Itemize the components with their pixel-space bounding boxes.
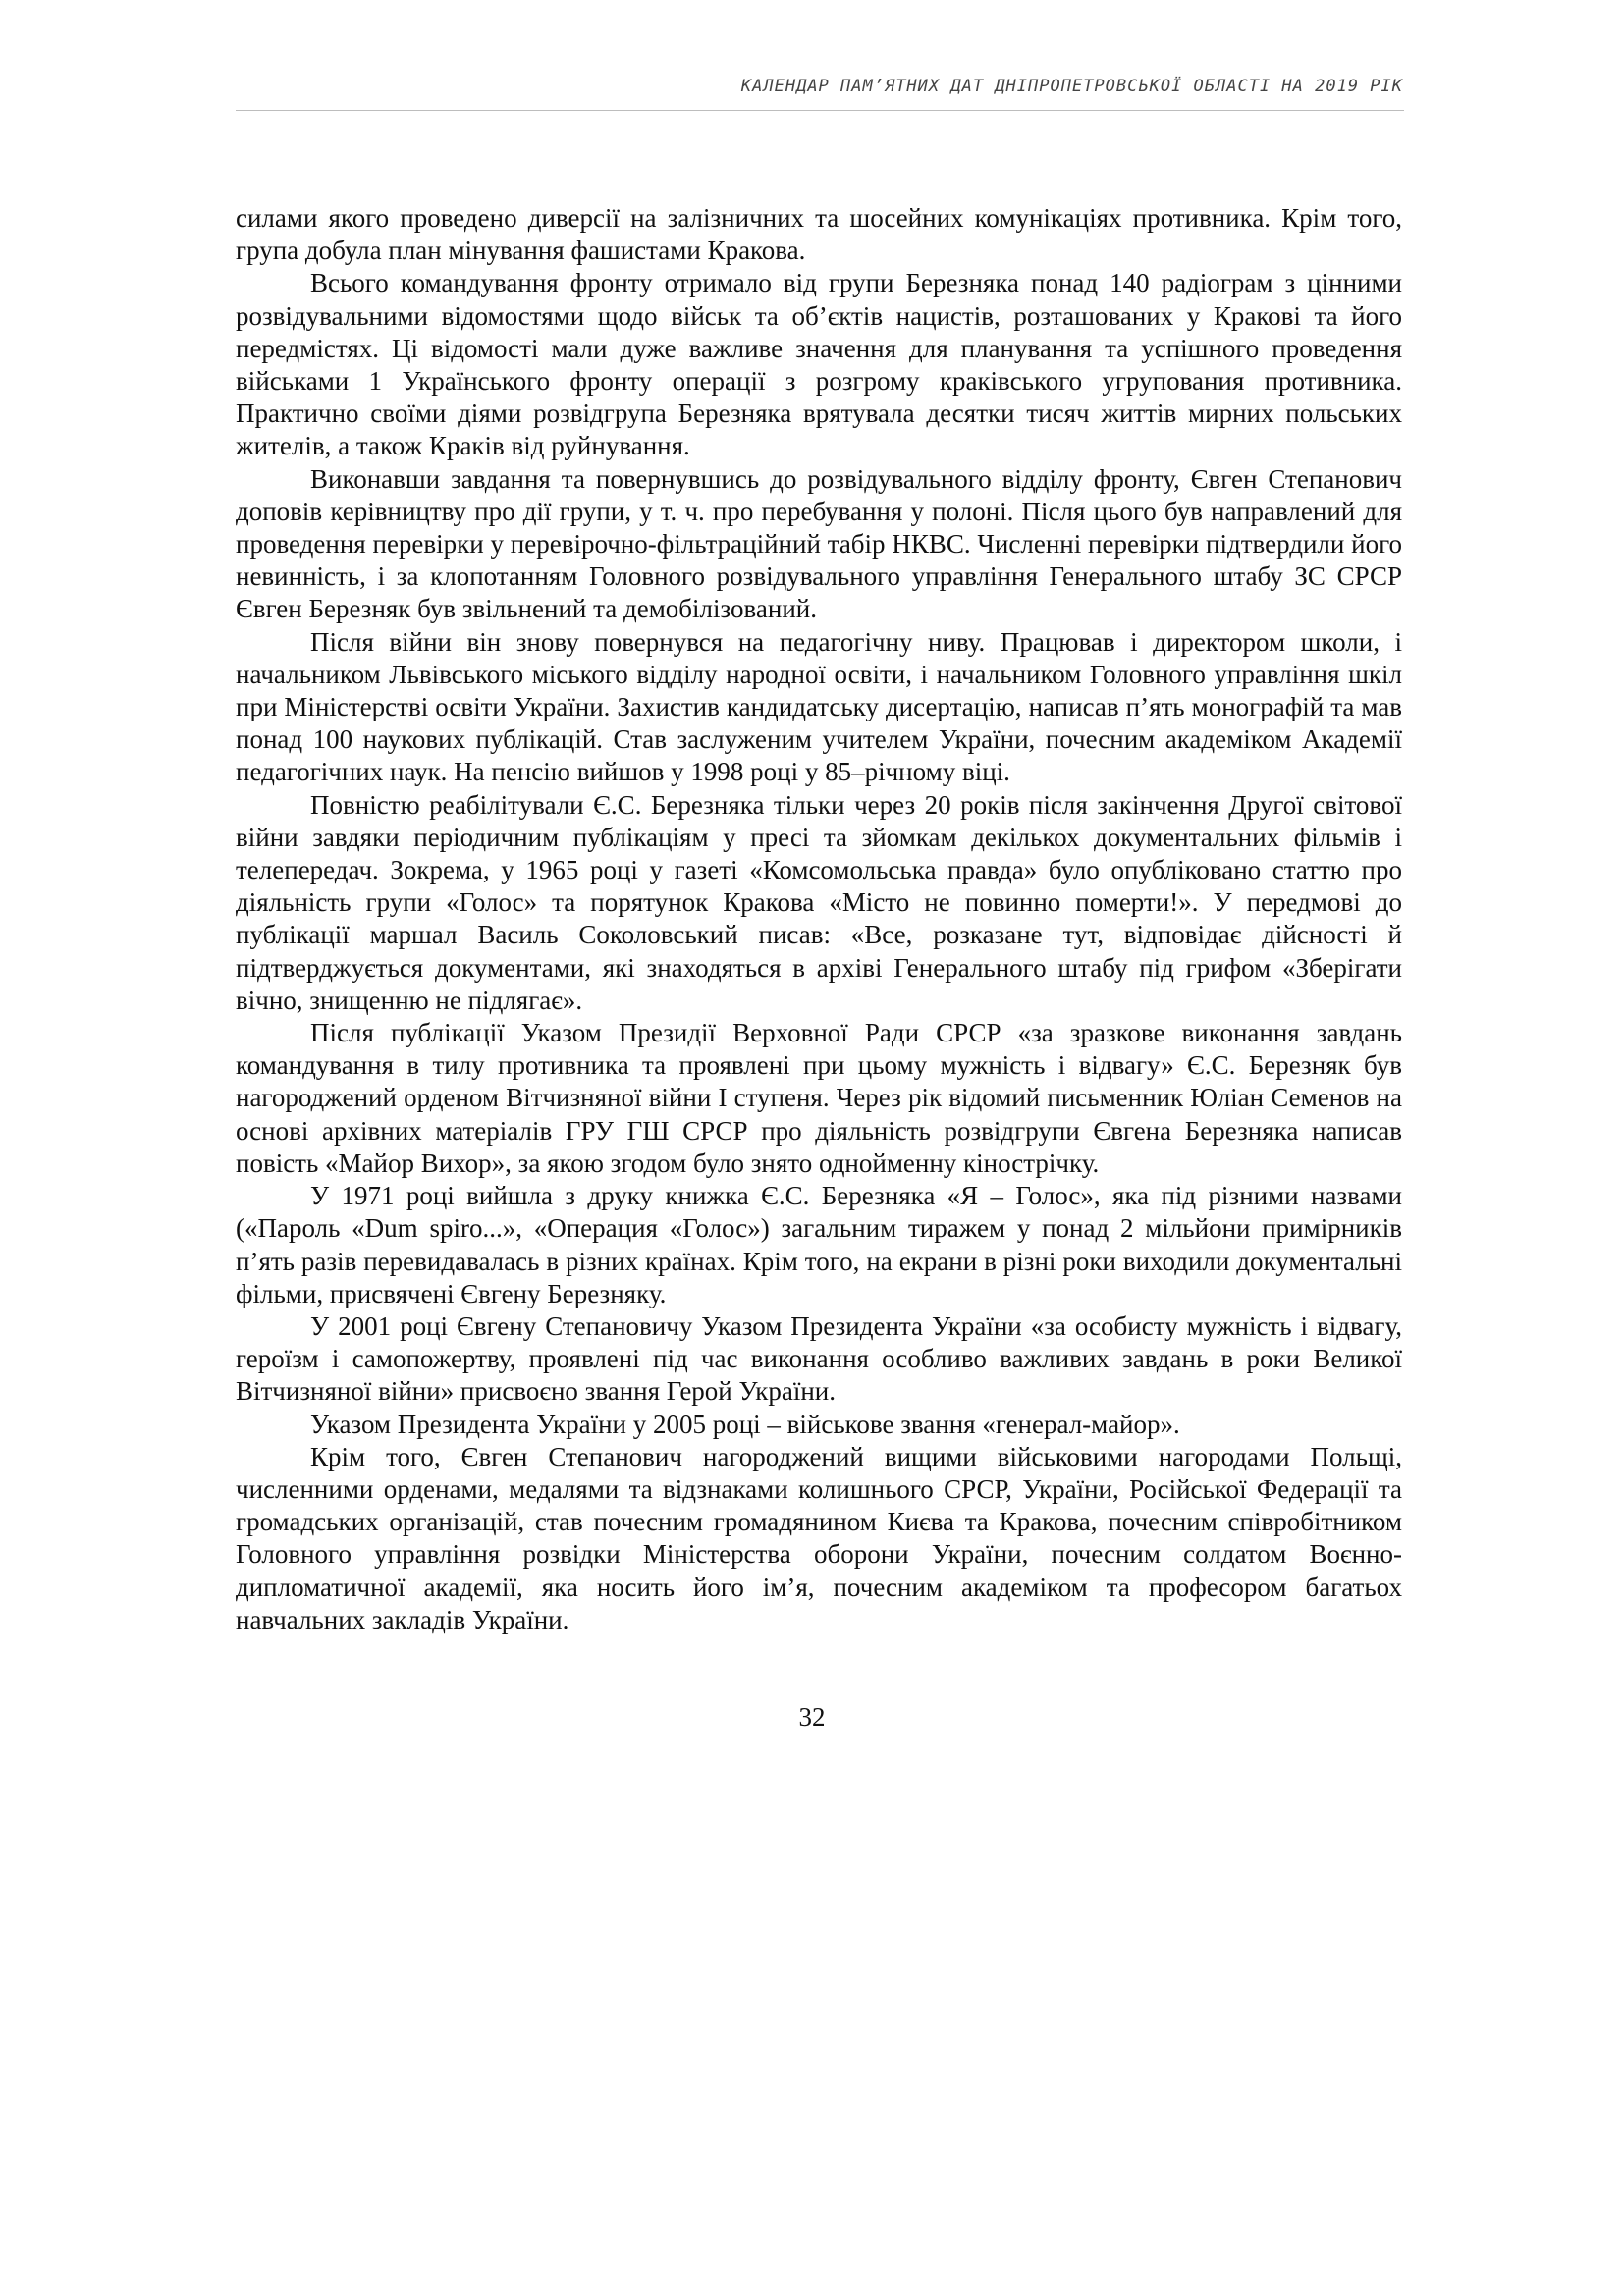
paragraph-9: Указом Президента України у 2005 році – військове звання «генерал-майор». <box>310 1409 1180 1439</box>
paragraph-8: У 2001 році Євгену Степановичу Указом Президента України «за особисту мужність і відвагу, героїзм і самопожертву, проявлені під час виконання особливо важливих завдань в роки Великої Вітчизняної війни» присвоєно звання Герой України. <box>236 1310 1402 1407</box>
header-rule <box>236 110 1404 111</box>
paragraph-2: Всього командування фронту отримало від групи Березняка понад 140 радіограм з цінними розвідувальними відомостями щодо військ та об’єктів нацистів, розташованих у Кракові та його передмістях. Ці відомості мали дуже важливе значення для планування та успішного проведення військами 1 Українського фронту операції з розгрому краківського угрупования противника. Практично своїми діями розвідгрупа Березняка врятувала десятки тисяч життів мирних польських жителів, а також Краків від руйнування. <box>236 268 1402 461</box>
page-number: 32 <box>798 1702 826 1732</box>
paragraph-1: силами якого проведено диверсії на залізничних та шосейних комунікаціях противника. Крім того, група добула план мінування фашистами Кракова. <box>236 203 1402 266</box>
paragraph-3: Виконавши завдання та повернувшись до розвідувального відділу фронту, Євген Степанович доповів керівництву про дії групи, у т. ч. про перебування у полоні. Після цього був направлений для проведення перевірки у перевірочно-фільтраційний табір НКВС. Численні перевірки підтвердили його невинність, і за клопотанням Головного розвідувального управління Генерального штабу ЗС СРСР Євген Березняк був звільнений та демобілізований. <box>236 463 1402 624</box>
paragraph-4: Після війни він знову повернувся на педагогічну ниву. Працював і директором школи, і начальником Львівського міського відділу народної освіти, і начальником Головного управління шкіл при Міністерстві освіти України. Захистив кандидатську дисертацію, написав п’ять монографій та мав понад 100 наукових публікацій. Став заслуженим учителем України, почесним академіком Академії педагогічних наук. На пенсію вийшов у 1998 році у 85–річному віці. <box>236 626 1402 787</box>
paragraph-10: Крім того, Євген Степанович нагороджений вищими військовими нагородами Польщі, численними орденами, медалями та відзнаками колишнього СРСР, України, Російської Федерації та громадських організацій, став почесним громадянином Києва та Кракова, почесним співробітником Головного управління розвідки Міністерства оборони України, почесним солдатом Воєнно-дипломатичної академії, яка носить його ім’я, почесним академіком та професором багатьох навчальних закладів України. <box>236 1441 1402 1634</box>
paragraph-6: Після публікації Указом Президії Верховної Ради СРСР «за зразкове виконання завдань командування в тилу противника та проявлені при цьому мужність і відвагу» Є.С. Березняк був нагороджений орденом Вітчизняної війни I ступеня. Через рік відомий письменник Юліан Семенов на основі архівних матеріалів ГРУ ГШ СРСР про діяльність розвідгрупи Євгена Березняка написав повість «Майор Вихор», за якою згодом було знято однойменну кінострічку. <box>236 1018 1402 1178</box>
paragraph-5: Повністю реабілітували Є.С. Березняка тільки через 20 років після закінчення Другої світової війни завдяки періодичним публікаціям у пресі та зйомкам декількох документальних фільмів і телепередач. Зокрема, у 1965 році у газеті «Комсомольська правда» було опубліковано статтю про діяльність групи «Голос» та порятунок Кракова «Місто не повинно померти!». У передмові до публікації маршал Василь Соколовський писав: «Все, розказане тут, відповідає дійсності й підтверджується документами, які знаходяться в архіві Генерального штабу під грифом «Зберігати вічно, знищенню не підлягає». <box>236 789 1402 1015</box>
paragraph-7: У 1971 році вийшла з друку книжка Є.С. Березняка «Я – Голос», яка під різними назвами («Пароль «Dum spiro...», «Операция «Голос») загальним тиражем у понад 2 мільйони примірників п’ять разів перевидавалась в різних країнах. Крім того, на екрани в різні роки виходили документальні фільми, присвячені Євгену Березняку. <box>236 1181 1402 1308</box>
body-text <box>236 202 1402 1636</box>
running-header: КАЛЕНДАР ПАМ’ЯТНИХ ДАТ ДНІПРОПЕТРОВСЬКОЇ ОБЛАСТІ НА 2019 РІК <box>740 77 1403 96</box>
